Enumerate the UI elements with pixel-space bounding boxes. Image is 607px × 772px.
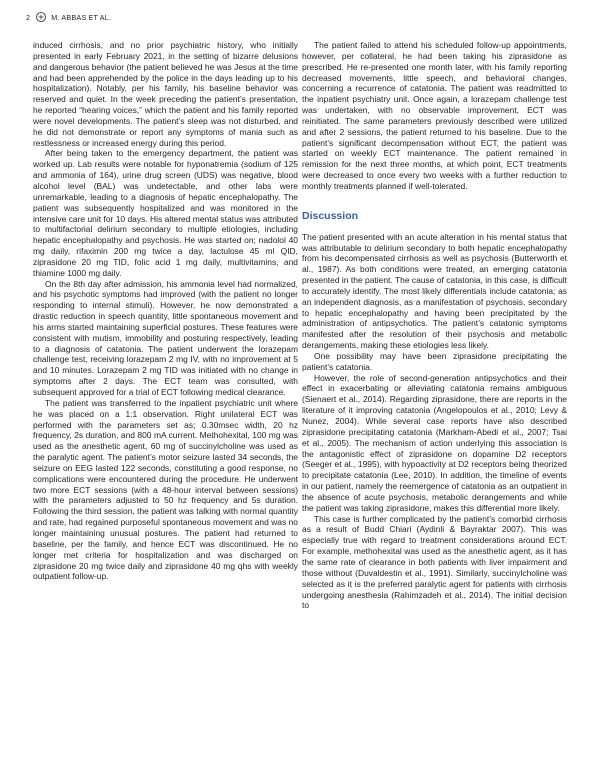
page-number: 2 <box>26 12 31 22</box>
paragraph: On the 8th day after admission, his ammonia level had normalized, and his psychotic symptoms had improved (with the patient no longer responding to internal stimuli). However, he now demonstrated a drastic reduction in speech quantity, little spontaneous movement and his arms started maintaining superficial postures. These features were consistent with mutism, immobility and posturing respectively, leading to a diagnosis of catatonia. The patient underwent the lorazepam challenge test, receiving lorazepam 2 mg IV, with no improvement at 5 and 10 minutes. Lorazepam 2 mg TID was initiated with no change in symptoms after 2 days. The ECT team was consulted, with subsequent approved for a trial of ECT following medical clearance. <box>33 278 298 397</box>
journal-logo-icon <box>36 12 46 22</box>
paragraph: induced cirrhosis, and no prior psychiatric history, who initially presented in early February 2021, in the setting of bizarre delusions and dangerous behavior (the patient believed he was Jesus at the time and had been apprehended by the police in the days leading up to his hospitalization). Notably, per his family, his baseline behavior was reserved and quiet. In the week preceding the patient’s presentation, he reported “hearing voices,” which the patient and his family reported were novel developments. The patient’s sleep was not disturbed, and he did not demonstrate or report any symptoms of mania such as restlessness or increased energy during this period. <box>33 40 298 148</box>
running-authors: M. ABBAS ET AL. <box>51 12 112 22</box>
section-heading: Discussion <box>302 209 359 222</box>
paragraph: The patient presented with an acute alteration in his mental status that was attributable to delirium secondary to both hepatic encephalopathy from his decompensated cirrhosis as well as psychosis (Butterworth et al., 1987). As both conditions were treated, an emerging catatonia presented in the patient. The cause of catatonia, in this case, is difficult to accurately identify. The most likely differentials include catatonia; as an independent diagnosis, as a manifestation of psychosis, secondary to hepatic encephalopathy and having been precipitated by the administration of antipsychotics. The patient’s catatonic symptoms manifested after the resolution of their psychosis and metabolic derangements, making these etiologies less likely. <box>302 231 567 351</box>
left-column <box>33 40 298 582</box>
paragraph: This case is further complicated by the patient’s comorbid cirrhosis as a result of Budd Chiari (Aydinli & Bayraktar 2007). This was especially true with regard to treatment considerations around ECT. For example, methohexital was used as the anesthetic agent, as it has the same rate of clearance in both patients with liver impairment and those without (Duvaldestin et al., 1991). Similarly, succinylcholine was selected as it is the preferred paralytic agent for patients with cirrhosis undergoing anesthesia (Rahimzadeh et al., 2014). The initial decision to <box>302 513 567 611</box>
paragraph: After being taken to the emergency department, the patient was worked up. Lab results were notable for hyponatremia (sodium of 125 and ammonia of 164), urine drug screen (UDS) was negative, blood alcohol level (BAL) was undetectable, and other labs were unremarkable, leading to a diagnosis of hepatic encephalopathy. The patient was subsequently hospitalized and was monitored in the intensive care unit for 10 days. His altered mental status was attributed to multifactorial delirium secondary to multiple etiologies, including hepatic encephalopathy and psychosis. He was started on; nadolol 40 mg daily, rifaximin 200 mg twice a day, lactulose 45 ml QID, ziprasidone 20 mg TID, folic acid 1 mg daily, multivitamins, and thiamine 1000 mg daily. <box>33 148 298 278</box>
paragraph: However, the role of second-generation antipsychotics and their effect in exacerbating or alleviating catatonia remains ambiguous (Sienaert et al., 2014). Regarding ziprasidone, there are reports in the literature of it improving catatonia (Angelopoulos et al., 2010; Levy & Nunez, 2004). While several case reports have also described ziprasidone precipitating catatonia (Markham-Abedi et al., 2007; Tsai et al., 2005). The mechanism of action underlying this association is the antagonistic effect of ziprasidone on dopamine D2 receptors (Seeger et al., 1995), with hypoactivity at D2 receptors being theorized to precipitate catatonia (Lee, 2010). In addition, the timeline of events in our patient, namely the reemergence of catatonia as an outpatient in the absence of acute psychosis, metabolic derangements and while the patient was taking ziprasidone, makes this differential more likely. <box>302 372 567 513</box>
running-header <box>26 10 111 24</box>
paragraph: The patient was transferred to the inpatient psychiatric unit where he was placed on a 1:1 observation. Right unilateral ECT was performed with the parameters set as; 0.30msec width, 20 hz frequency, 2s duration, and 800 mA current. Methohexital, 100 mg was used as the anesthetic agent, 60 mg of succinylcholine was used as the paralytic agent. The patient’s motor seizure lasted 34 seconds, the seizure on EEG lasted 122 seconds, constituting a good response, no complications were encountered during the procedure. He underwent two more ECT sessions (with a 48-hour interval between sessions) with the parameters adjusted to 50 hz frequency and 5s duration. Following the third session, the patient was talking with normal quantity and rate, had regained purposeful spontaneous movement and was no longer maintaining unusual postures. The patient had returned to baseline, per the family, and hence ECT was discontinued. He no longer met criteria for hospitalization and was discharged on ziprasidone 20 mg twice daily and ziprasidone 40 mg qhs with weekly outpatient follow-up. <box>33 397 298 582</box>
paragraph: One possibility may have been ziprasidone precipitating the patient’s catatonia. <box>302 350 567 372</box>
right-column <box>302 40 567 611</box>
paragraph: The patient failed to attend his scheduled follow-up appointments, however, per collateral, he had been taking his ziprasidone as prescribed. He re-presented one month later, with his family reporting decreased movements, little speech, and behavioral changes, concerning a recurrence of catatonia. The patient was readmitted to the inpatient psychiatry unit. Once again, a lorazepam challenge test was undertaken, with no observable improvement, ECT was reinitiated. The same parameters previously described were utilized and after 2 sessions, the patient returned to his baseline. Due to the patient’s significant decompensation without ECT, the patient was started on weekly ECT maintenance. The patient remained in remission for the next three months, at which point, ECT treatments were decreased to once every two weeks with a further reduction to monthly treatments planned if well-tolerated. <box>302 40 567 191</box>
